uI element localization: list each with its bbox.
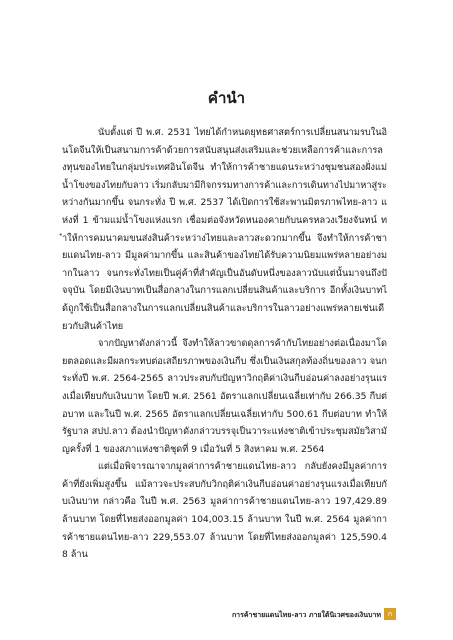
page-footer [0, 607, 453, 627]
page-title: คำนำ [207, 89, 246, 107]
body-text [62, 124, 387, 564]
paragraph-2: จากปัญหาดังกล่าวนี้ จึงทำให้ลาวขาดดุลการค้ากับไทยอย่างต่อเนื่องมาโดยตลอดและมีผลกระทบต่อเสถียรภาพของเงินกีบ ซึ่งเป็นเงินสกุลท้องถิ่นของลาว จนกระทั่งปี พ.ศ. 2564-2565 ลาวประสบกับปัญหาวิกฤติค่าเงินกีบอ่อนค่าลงอย่างรุนแรงเมื่อเทียบกับเงินบาท โดยปี พ.ศ. 2561 อัตราแลกเปลี่ยนเฉลี่ยเท่ากับ 266.35 กีบต่อบาท และในปี พ.ศ. 2565 อัตราแลกเปลี่ยนเฉลี่ยเท่ากับ 500.61 กีบต่อบาท ทำให้รัฐบาล สปป.ลาว ต้องนำปัญหาดังกล่าวบรรจุเป็นวาระแห่งชาติเข้าประชุมสมัยวิสามัญครั้งที่ 1 ของสภาแห่งชาติชุดที่ 9 เมื่อวันที่ 5 สิงหาคม พ.ศ. 2564 [62, 338, 387, 455]
paragraph-1: นับตั้งแต่ ปี พ.ศ. 2531 ไทยได้กำหนดยุทธศาสตร์การเปลี่ยนสนามรบในอินโดจีนให้เป็นสนามการค้าด้วยการสนับสนุนส่งเสริมและช่วยเหลือการค้าและการลงทุนของไทยในกลุ่มประเทศอินโดจีน ทำให้การค้าชายแดนระหว่างชุมชนสองฝั่งแม่น้ำโขงของไทยกับลาว เริ่มกลับมามีกิจกรรมทางการค้าและการเดินทางไปมาหาสู่ระหว่างกันมากขึ้น จนกระทั่ง ปี พ.ศ. 2537 ได้เปิดการใช้สะพานมิตรภาพไทย-ลาว แห่งที่ 1 ข้ามแม่น้ำโขงแห่งแรก เชื่อมต่อจังหวัดหนองคายกับนครหลวงเวียงจันทน์ ทำให้การคมนาคมขนส่งสินค้าระหว่างไทยและลาวสะดวกมากขึ้น จึงทำให้การค้าชายแดนไทย-ลาว มีมูลค่ามากขึ้น และสินค้าของไทยได้รับความนิยมแพร่หลายอย่างมากในลาว จนกระทั่งไทยเป็นคู่ค้าที่สำคัญเป็นอันดับหนึ่งของลาวนับแต่นั้นมาจนถึงปัจจุบัน โดยมีเงินบาทเป็นสื่อกลางในการแลกเปลี่ยนสินค้าและบริการ อีกทั้งเงินบาทได้ถูกใช้เป็นสื่อกลางในการแลกเปลี่ยนสินค้าและบริการในลาวอย่างแพร่หลายเช่นเดียวกับสินค้าไทย [62, 127, 387, 332]
paragraph-3: แต่เมื่อพิจารณาจากมูลค่าการค้าชายแดนไทย-ลาว กลับยังคงมีมูลค่าการค้าที่ยังเพิ่มสูงขึ้น แม้ลาวจะประสบกับวิกฤติค่าเงินกีบอ่อนค่าอย่างรุนแรงเมื่อเทียบกับเงินบาท กล่าวคือ ในปี พ.ศ. 2563 มูลค่าการค้าชายแดนไทย-ลาว 197,429.89 ล้านบาท โดยที่ไทยส่งออกมูลค่า 104,003.15 ล้านบาท ในปี พ.ศ. 2564 มูลค่าการค้าชายแดนไทย-ลาว 229,553.07 ล้านบาท โดยที่ไทยส่งออกมูลค่า 125,590.48 ล้าน [62, 461, 387, 561]
page-number: ก [384, 608, 396, 620]
running-title: การค้าชายแดนไทย-ลาว ภายใต้นิเวศของเงินบาท [231, 611, 381, 619]
